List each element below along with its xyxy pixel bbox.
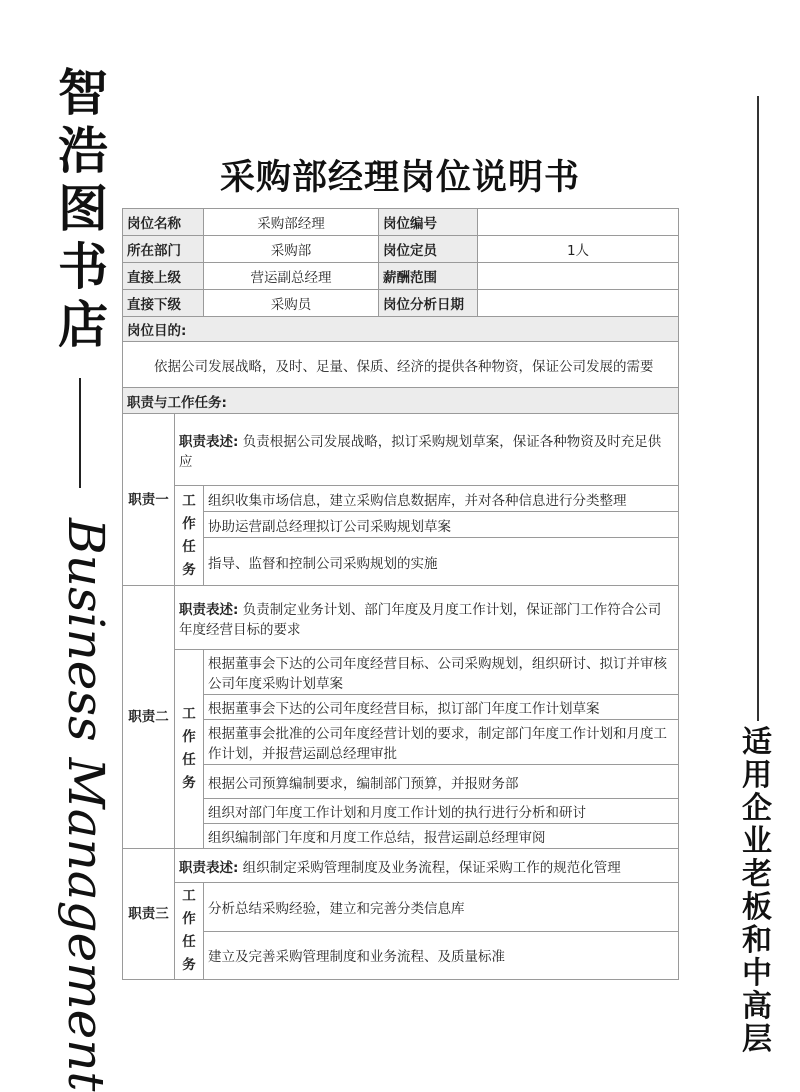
task-item: 根据董事会批准的公司年度经营计划的要求，制定部门年度工作计划和月度工作计划，并报营运副总经理审批 bbox=[204, 720, 679, 765]
brand-char: 智 bbox=[58, 63, 108, 122]
duty-3-name: 职责三 bbox=[123, 849, 175, 980]
subordinate-label: 直接下级 bbox=[123, 290, 204, 317]
duty-description-text: 负责制定业务计划、部门年度及月度工作计划，保证部门工作符合公司年度经营目标的要求 bbox=[179, 601, 662, 638]
department-value: 采购部 bbox=[204, 236, 379, 263]
task-item: 根据公司预算编制要求，编制部门预算，并报财务部 bbox=[204, 765, 679, 799]
task-item: 指导、监督和控制公司采购规划的实施 bbox=[204, 538, 679, 586]
headcount-label: 岗位定员 bbox=[379, 236, 478, 263]
position-name-value: 采购部经理 bbox=[204, 209, 379, 236]
document-title: 采购部经理岗位说明书 bbox=[219, 158, 580, 198]
subordinate-value: 采购员 bbox=[204, 290, 379, 317]
info-row bbox=[123, 209, 679, 236]
salary-range-value bbox=[478, 263, 679, 290]
side-divider bbox=[757, 96, 759, 721]
task-item: 分析总结采购经验，建立和完善分类信息库 bbox=[204, 883, 679, 932]
duty-1-name: 职责一 bbox=[123, 414, 175, 586]
brand-char: 店 bbox=[58, 295, 108, 354]
side-note-char: 企 bbox=[742, 791, 772, 826]
task-item: 协助运营副总经理拟订公司采购规划草案 bbox=[204, 512, 679, 538]
brand-char: 图 bbox=[58, 179, 108, 238]
salary-range-label: 薪酬范围 bbox=[379, 263, 478, 290]
task-item: 建立及完善采购管理制度和业务流程、及质量标准 bbox=[204, 931, 679, 980]
duty-description-label: 职责表述: bbox=[179, 859, 239, 876]
side-note-char: 老 bbox=[742, 857, 772, 892]
analysis-date-label: 岗位分析日期 bbox=[379, 290, 478, 317]
department-label: 所在部门 bbox=[123, 236, 204, 263]
side-note-char: 用 bbox=[742, 758, 772, 793]
duty-description-label: 职责表述: bbox=[179, 433, 239, 450]
position-name-label: 岗位名称 bbox=[123, 209, 204, 236]
duty-description-label: 职责表述: bbox=[179, 601, 239, 618]
position-code-value bbox=[478, 209, 679, 236]
brand-english-name: Business Management bbox=[57, 518, 115, 1092]
duty-description-text: 组织制定采购管理制度及业务流程，保证采购工作的规范化管理 bbox=[242, 859, 621, 876]
info-row bbox=[123, 290, 679, 317]
brand-chinese-name bbox=[38, 64, 128, 354]
superior-value: 营运副总经理 bbox=[204, 263, 379, 290]
purpose-label: 岗位目的: bbox=[123, 317, 679, 342]
side-note-char: 适 bbox=[742, 725, 772, 760]
analysis-date-value bbox=[478, 290, 679, 317]
headcount-value: 1人 bbox=[478, 236, 679, 263]
info-row bbox=[123, 263, 679, 290]
task-item: 根据董事会下达的公司年度经营目标、公司采购规划，组织研讨、拟订并审核公司年度采购计划草案 bbox=[204, 650, 679, 695]
brand-char: 浩 bbox=[58, 121, 108, 180]
side-note-char: 和 bbox=[742, 923, 772, 958]
duty-description-text: 负责根据公司发展战略，拟订采购规划草案，保证各种物资及时充足供应 bbox=[179, 433, 662, 470]
brand-char: 书 bbox=[58, 237, 108, 296]
side-note-char: 业 bbox=[742, 824, 772, 859]
task-item: 组织编制部门年度和月度工作总结，报营运副总经理审阅 bbox=[204, 824, 679, 849]
side-note-char: 中 bbox=[742, 956, 772, 991]
info-row bbox=[123, 236, 679, 263]
position-code-label: 岗位编号 bbox=[379, 209, 478, 236]
duty-2-description bbox=[175, 586, 679, 650]
duty-3-description bbox=[175, 849, 679, 883]
brand-divider bbox=[79, 378, 81, 488]
duty-1-task-label: 工作任务 bbox=[175, 486, 204, 586]
duty-2-task-label: 工作任务 bbox=[175, 650, 204, 849]
purpose-text: 依据公司发展战略，及时、足量、保质、经济的提供各种物资，保证公司发展的需要 bbox=[123, 342, 679, 388]
duties-label: 职责与工作任务: bbox=[123, 388, 679, 414]
duty-1-description bbox=[175, 414, 679, 486]
side-note-char: 板 bbox=[742, 890, 772, 925]
side-note bbox=[732, 726, 782, 1056]
job-spec-table bbox=[122, 208, 679, 980]
duty-2-name: 职责二 bbox=[123, 586, 175, 849]
side-note-char: 高 bbox=[742, 989, 772, 1024]
side-note-char: 层 bbox=[742, 1022, 772, 1057]
task-item: 组织对部门年度工作计划和月度工作计划的执行进行分析和研讨 bbox=[204, 799, 679, 824]
duty-3-task-label: 工作任务 bbox=[175, 883, 204, 980]
task-item: 根据董事会下达的公司年度经营目标，拟订部门年度工作计划草案 bbox=[204, 695, 679, 720]
superior-label: 直接上级 bbox=[123, 263, 204, 290]
task-item: 组织收集市场信息，建立采购信息数据库，并对各种信息进行分类整理 bbox=[204, 486, 679, 512]
